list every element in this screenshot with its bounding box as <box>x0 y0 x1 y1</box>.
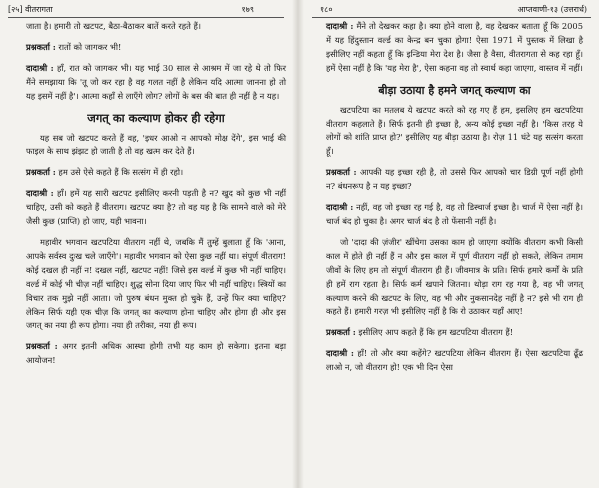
paragraph-text: आपकी यह इच्छा रही है, तो उससे फिर आपको चार डिग्री पूर्ण नहीं होगी न? बंधनरूप है न यह इच्छा? <box>326 167 583 192</box>
dialogue-paragraph <box>26 62 286 104</box>
paragraph-text: अगर इतनी अधिक आस्था होगी तभी यह काम हो सकेगा। इतना बड़ा आयोजन! <box>26 341 286 366</box>
speaker-label: प्रश्नकर्ता : <box>326 327 356 338</box>
body-paragraph: जो 'दादा की ज़ंजीर' खींचेगा उसका काम हो जाएगा क्योंकि वीतराग कभी किसी काल में होते ही नहीं हैं न और इस काल में पूर्ण वीतराग नहीं हो सकते, लेकिन तमाम जीवों के लिए हम तो संपूर्ण वीतराग ही हैं। जीवमात्र के प्रति। सिर्फ हमारे कर्मों के प्रति ही हमें राग रहता है। सिर्फ कर्म खपाने जितना। थोड़ा राग रह गया है, वह भी जगत् कल्याण करने की खटपट के लिए, वह भी और नुकसानदेह नहीं है न? इसे भी राग ही कहते हैं। हमारी गरज़ भी इसीलिए नहीं है कि रो उठाकर यहाँ आए! <box>326 236 583 317</box>
paragraph-text: हाँ! तो और क्या कहेंगे? खटपटिया लेकिन वीतराग हैं। ऐसा खटपटिया ढूँढ लाओ न, जो वीतराग हो! एक भी दिन ऐसा <box>326 348 583 373</box>
speaker-label: दादाश्री : <box>326 202 354 213</box>
page-number: १७९ <box>241 5 254 14</box>
paragraph-text: रातों को जागकर भी! <box>55 41 122 52</box>
dialogue-paragraph <box>26 41 286 55</box>
speaker-label: प्रश्नकर्ता : <box>26 41 56 52</box>
page-body <box>326 20 583 382</box>
page-running-head: [२५] वीतरागता <box>8 5 53 14</box>
body-paragraph: महावीर भगवान खटपटिया वीतराग नहीं थे, जबकि मैं तुम्हें बुलाता हूँ कि 'आना, आपके सर्वस्व दुःख चले जाएँगे'। महावीर भगवान को ऐसा कुछ नहीं था। संपूर्ण वीतराग! कोई दखल ही नहीं न! दखल नहीं, खटपट नहीं! जिसे इस वर्ल्ड में कुछ भी नहीं चाहिए। वर्ल्ड में कोई भी चीज़ नहीं चाहिए। शुद्ध सोना दिया जाए फिर भी नहीं चाहिए। स्त्रियों का विचार तक मुझे नहीं आता। जो पुरुष बंधन मुक्त हो चुके हैं, उन्हें फिर क्या चाहिए? लेकिन सिर्फ यही एक चीज़ कि जगत् का कल्याण होना चाहिए और होगा ही और इस जगत् का नया ही रूप होगा। नया ही तरीका, नया ही रूप। <box>26 236 286 331</box>
page-header <box>312 3 591 18</box>
paragraph-text: हम उसे ऐसे कहते हैं कि सत्संग में ही रहो। <box>55 167 184 178</box>
page-number: १८० <box>320 5 333 14</box>
paragraph-text: हाँ, रात को जागकर भी। यह भाई 30 साल से आश्रम में जा रहे थे तो फिर मैंने समझाया कि 'तू जो कर रहा है वह गलत नहीं है लेकिन यदि आत्मा जानना हो तो यह इसमें नहीं है'। आत्मा कहाँ से लाएँगे लोग? लोगों के बस की बात ही नहीं है न यह। <box>26 62 286 101</box>
dialogue-paragraph <box>326 20 583 76</box>
page-header <box>8 3 284 18</box>
speaker-label: दादाश्री : <box>326 21 354 31</box>
section-heading: बीड़ा उठाया है हमने जगत् कल्याण का <box>378 83 531 97</box>
speaker-label: प्रश्नकर्ता : <box>26 167 56 178</box>
paragraph-text: इसीलिए आप कहते हैं कि हम खटपटिया वीतराग हैं! <box>355 327 514 338</box>
body-paragraph: खटपटिया का मतलब ये खटपट करते को रह गए हैं हम, इसलिए हम खटपटिया वीतराग कहलाते हैं। सिर्फ इतनी ही इच्छा है, अन्य कोई इच्छा नहीं है। 'किस तरह ये लोगों को शांति प्राप्त हो?' इसीलिए यह बीड़ा उठाया है। रोज़ 11 घंटे यह सत्संग करता हूँ। <box>326 104 583 157</box>
paragraph-text: हाँ। हमें यह सारी खटपट इसीलिए करनी पड़ती है न? खुद को कुछ भी नहीं चाहिए, उसी को कहते हैं वीतराग। खटपट क्या है? तो वह यह है कि सामने वाले को मेरे जैसी कुछ (प्राप्ति) हो जाए, यही भावना। <box>26 188 286 227</box>
speaker-label: दादाश्री : <box>26 62 54 73</box>
speaker-label: प्रश्नकर्ता : <box>326 167 357 178</box>
body-paragraph: जाता है। हमारी तो खटपट, बैठा-बैठाकर बातें करते रहते हैं। <box>26 21 202 31</box>
speaker-label: प्रश्नकर्ता : <box>26 341 58 352</box>
left-page <box>0 0 292 488</box>
section-heading: जगत् का कल्याण होकर ही रहेगा <box>87 110 225 125</box>
speaker-label: दादाश्री : <box>326 348 354 359</box>
page-body <box>26 20 286 375</box>
paragraph-text: मैंने तो देखकर कहा है। क्या होने वाला है, वह देखकर बताता हूँ कि 2005 में यह हिंदुस्तान वर्ल्ड का केन्द्र बन चुका होगा! ऐसा 1971 में पुस्तक में लिखा है इसीलिए नहीं कहता हूँ कि इन्डिया मेरा देश है। जैसा है वैसा, वीतरागता से कह रहा हूँ। हमें ऐसा नहीं है कि 'यह मेरा है', ऐसा कहना वह तो स्वार्थ कहा जाएगा, वास्तव में नहीं। <box>326 21 583 73</box>
dialogue-paragraph <box>26 340 286 368</box>
book-title: आप्तवाणी-१३ (उत्तरार्ध) <box>517 5 587 14</box>
book-gutter <box>292 0 304 488</box>
dialogue-paragraph <box>26 187 286 229</box>
right-page <box>304 0 599 488</box>
dialogue-paragraph <box>26 166 286 180</box>
dialogue-paragraph <box>326 166 583 194</box>
dialogue-paragraph <box>326 347 583 375</box>
dialogue-paragraph <box>326 201 583 229</box>
dialogue-paragraph <box>326 326 583 340</box>
paragraph-text: नहीं, वह जो इच्छा रह गई है, वह तो डिस्चार्ज इच्छा है। चार्ज में ऐसा नहीं है। चार्ज बंद हो चुका है। अगर चार्ज बंद है तो फेंसानी नहीं है। <box>326 202 583 226</box>
body-paragraph: यह सब जो खटपट करते हैं वह, 'इधर आओ न आपको मोक्ष देंगे', इस भाई की फाइल के साथ झंझट हो जाती है तो वह खत्म कर देते हैं। <box>26 132 286 157</box>
speaker-label: दादाश्री : <box>26 188 54 199</box>
